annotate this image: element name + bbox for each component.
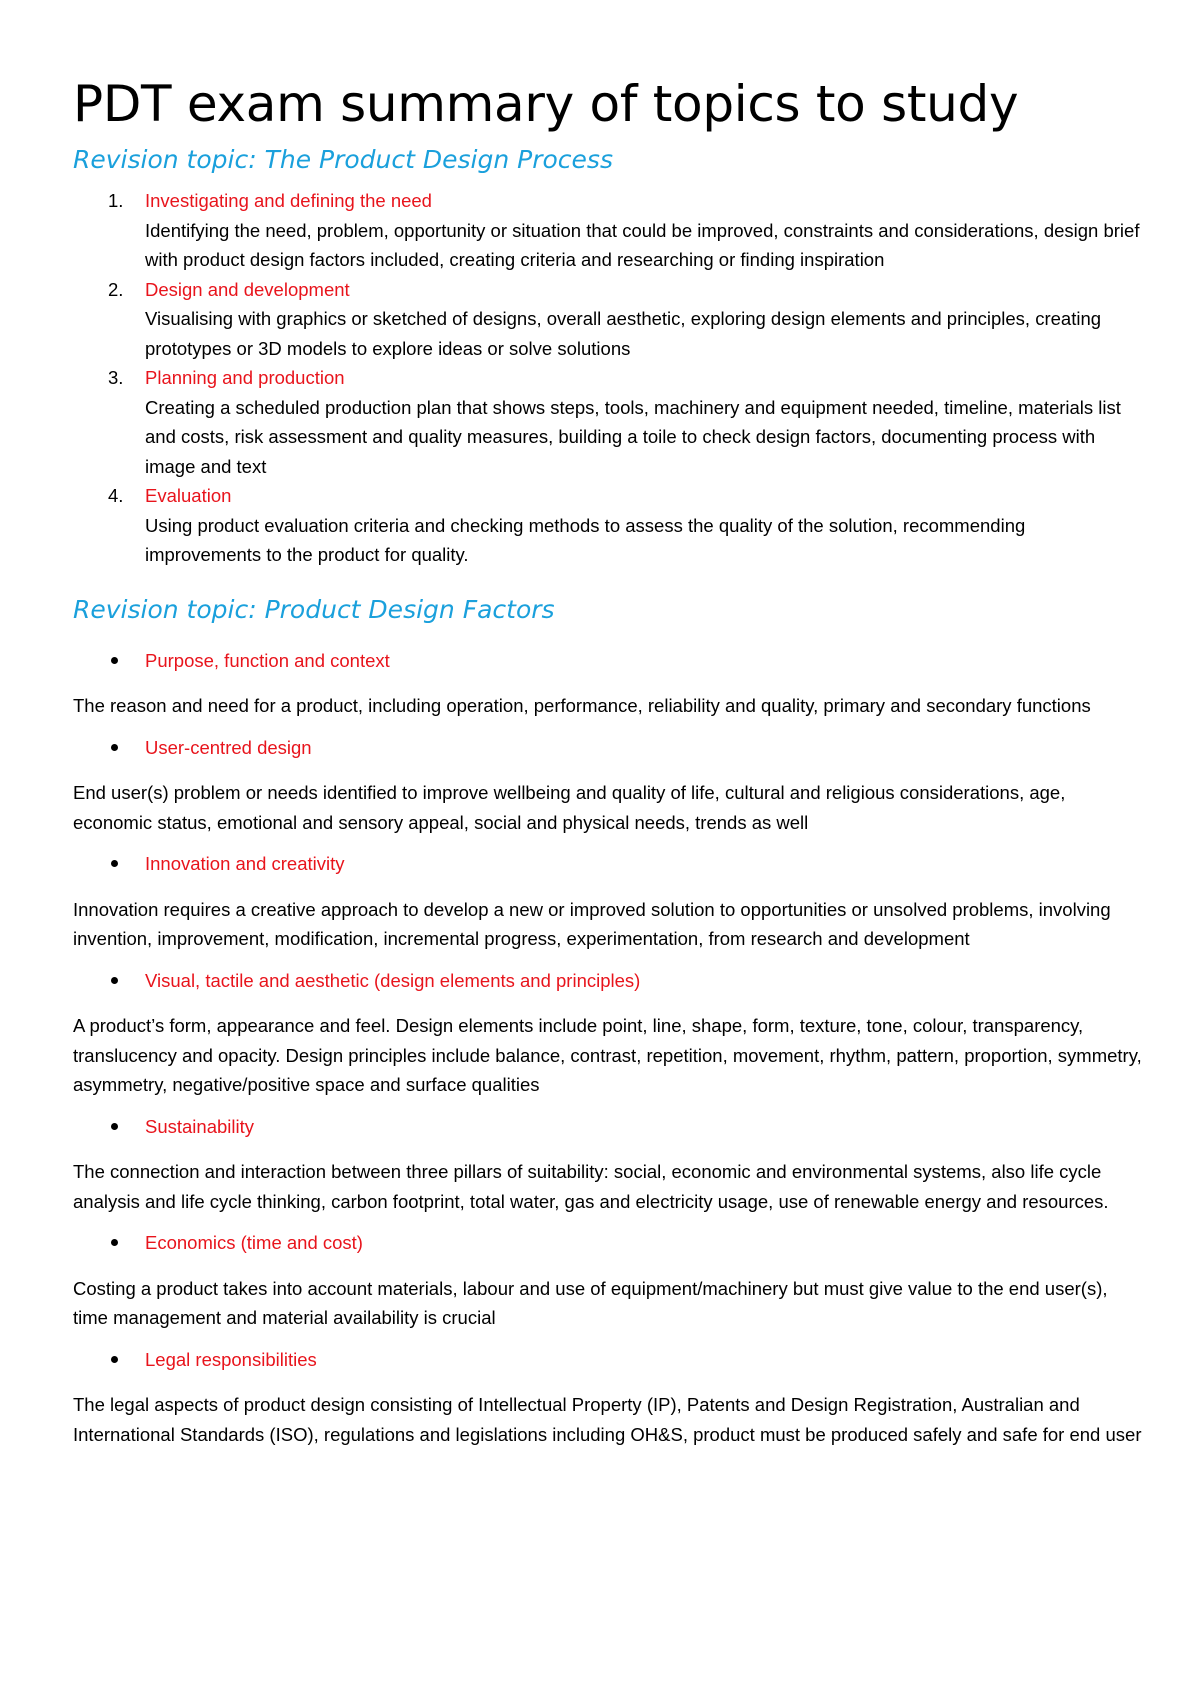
factor-block <box>73 1112 1143 1217</box>
item-title: Evaluation <box>145 485 232 506</box>
section-design-factors <box>73 592 1143 1450</box>
bullet-icon <box>111 744 118 751</box>
factor-description: The reason and need for a product, including operation, performance, reliability and quality, primary and secondary functions <box>73 695 1091 716</box>
item-description: Creating a scheduled production plan that shows steps, tools, machinery and equipment needed, timeline, materials list and costs, risk assessment and quality measures, building a toile to check design factors, documenting process with image and text <box>145 396 1121 477</box>
factor-title: Sustainability <box>145 1115 255 1137</box>
list-item <box>73 275 1143 364</box>
section-heading: Revision topic: Product Design Factors <box>73 594 555 624</box>
factor-title: Purpose, function and context <box>145 649 390 671</box>
item-number: 4. <box>108 485 124 506</box>
bullet-item <box>73 966 1143 996</box>
page-title: PDT exam summary of topics to study <box>73 75 1019 133</box>
process-list <box>73 186 1143 570</box>
factor-title: Legal responsibilities <box>145 1348 317 1370</box>
item-title: Investigating and defining the need <box>145 190 432 211</box>
item-description: Identifying the need, problem, opportunity or situation that could be improved, constraints and considerations, design brief with product design factors included, creating criteria and researching or finding inspiration <box>145 219 1140 270</box>
item-number: 2. <box>108 278 124 300</box>
bullet-item <box>73 1345 1143 1375</box>
item-description: Using product evaluation criteria and checking methods to assess the quality of the solution, recommending improvements to the product for quality. <box>145 514 1026 565</box>
factor-block <box>73 1345 1143 1450</box>
factor-title: Economics (time and cost) <box>145 1232 363 1253</box>
item-title: Planning and production <box>145 367 345 388</box>
section-heading: Revision topic: The Product Design Process <box>73 145 613 174</box>
factor-block <box>73 1228 1143 1333</box>
bullet-icon <box>111 1239 118 1246</box>
list-item <box>73 481 1143 570</box>
factor-block <box>73 646 1143 721</box>
bullet-item <box>73 1112 1143 1142</box>
bullet-icon <box>111 657 118 664</box>
section-design-process <box>73 142 1143 570</box>
factor-description: End user(s) problem or needs identified to improve wellbeing and quality of life, cultural and religious considerations, age, economic status, emotional and sensory appeal, social and physical needs, trends as well <box>73 782 1066 833</box>
bullet-icon <box>111 860 118 867</box>
factor-description: A product’s form, appearance and feel. Design elements include point, line, shape, form, texture, tone, colour, transparency, translucency and opacity. Design principles include balance, contrast, repetition, movement, rhythm, pattern, proportion, symmetry, asymmetry, negative/positive space and surface qualities <box>73 1015 1142 1095</box>
item-number: 3. <box>108 367 124 388</box>
item-title: Design and development <box>145 278 350 300</box>
bullet-item <box>73 849 1143 879</box>
list-item <box>73 186 1143 275</box>
factor-block <box>73 849 1143 954</box>
factor-description: The legal aspects of product design consisting of Intellectual Property (IP), Patents and Design Registration, Australian and International Standards (ISO), regulations and legislations including OH&S, product must be produced safely and safe for end user <box>73 1394 1142 1445</box>
bullet-icon <box>111 977 118 984</box>
item-description: Visualising with graphics or sketched of designs, overall aesthetic, exploring design elements and principles, creating prototypes or 3D models to explore ideas or solve solutions <box>145 308 1102 359</box>
bullet-icon <box>111 1356 118 1363</box>
factor-description: Innovation requires a creative approach to develop a new or improved solution to opportunities or unsolved problems, involving invention, improvement, modification, incremental progress, experimentation, from research and development <box>73 898 1111 949</box>
factor-title: Visual, tactile and aesthetic (design elements and principles) <box>145 969 641 991</box>
document-page <box>73 68 1143 1449</box>
item-number: 1. <box>108 190 124 211</box>
bullet-item <box>73 1228 1143 1258</box>
factor-title: User-centred design <box>145 736 312 758</box>
factor-description: The connection and interaction between three pillars of suitability: social, economic and environmental systems, also life cycle analysis and life cycle thinking, carbon footprint, total water, gas and electricity usage, use of renewable energy and resources. <box>73 1161 1109 1212</box>
bullet-item <box>73 733 1143 763</box>
factor-block <box>73 733 1143 838</box>
factor-block <box>73 966 1143 1100</box>
factor-title: Innovation and creativity <box>145 853 345 874</box>
list-item <box>73 363 1143 481</box>
factor-description: Costing a product takes into account materials, labour and use of equipment/machinery but must give value to the end user(s), time management and material availability is crucial <box>73 1277 1108 1328</box>
bullet-icon <box>111 1123 118 1130</box>
bullet-item <box>73 646 1143 676</box>
